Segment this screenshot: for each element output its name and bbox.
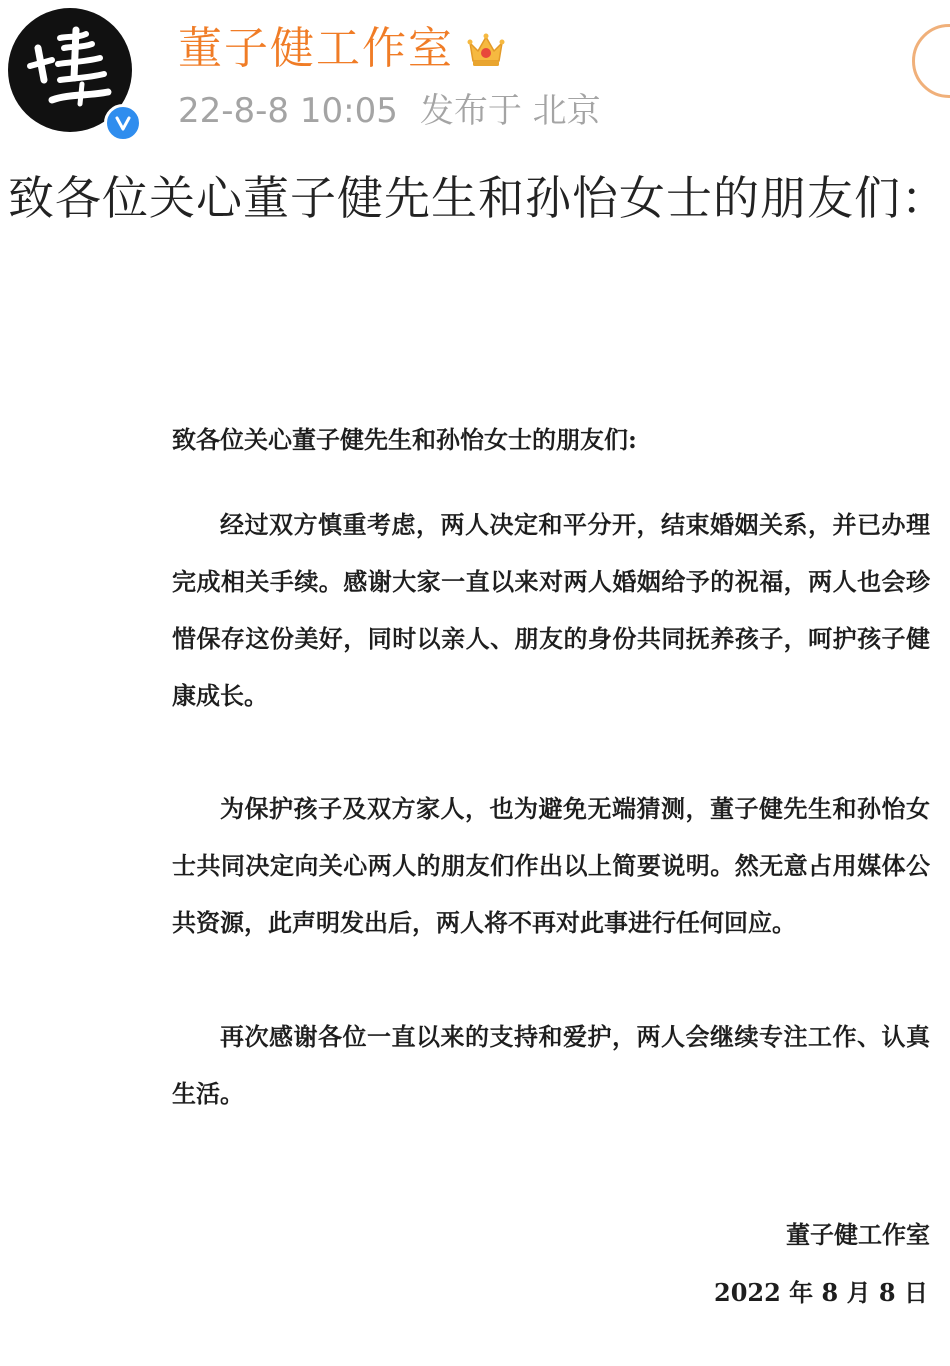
letter-paragraph: 经过双方慎重考虑，两人决定和平分开，结束婚姻关系，并已办理完成相关手续。感谢大家一直以来对两人婚姻给予的祝福，两人也会珍惜保存这份美好，同时以亲人、朋友的身份共同抚养孩子，呵护孩子健康成长。 — [172, 510, 930, 710]
avatar[interactable] — [8, 8, 132, 132]
letter-salutation: 致各位关心董子健先生和孙怡女士的朋友们: — [172, 425, 637, 454]
crown-icon — [464, 27, 508, 71]
post-title: 致各位关心董子健先生和孙怡女士的朋友们： — [8, 171, 948, 225]
follow-button[interactable] — [912, 24, 950, 98]
letter-paragraph: 为保护孩子及双方家人，也为避免无端猜测，董子健先生和孙怡女士共同决定向关心两人的朋友们作出以上简要说明。然无意占用媒体公共资源，此声明发出后，两人将不再对此事进行任何回应。 — [172, 794, 930, 937]
post-location: 发布于 北京 — [419, 91, 601, 131]
post-timestamp: 22-8-8 10:05 — [178, 91, 398, 131]
letter-date: 2022 年 8 月 8 日 — [714, 1278, 928, 1307]
letter-signature: 董子健工作室 — [786, 1220, 930, 1249]
verified-badge-icon — [104, 104, 142, 142]
letter-paragraph: 再次感谢各位一直以来的支持和爱护，两人会继续专注工作、认真生活。 — [172, 1022, 930, 1108]
author-row — [178, 22, 508, 76]
author-name[interactable]: 董子健工作室 — [178, 23, 454, 74]
post-meta — [178, 88, 601, 134]
